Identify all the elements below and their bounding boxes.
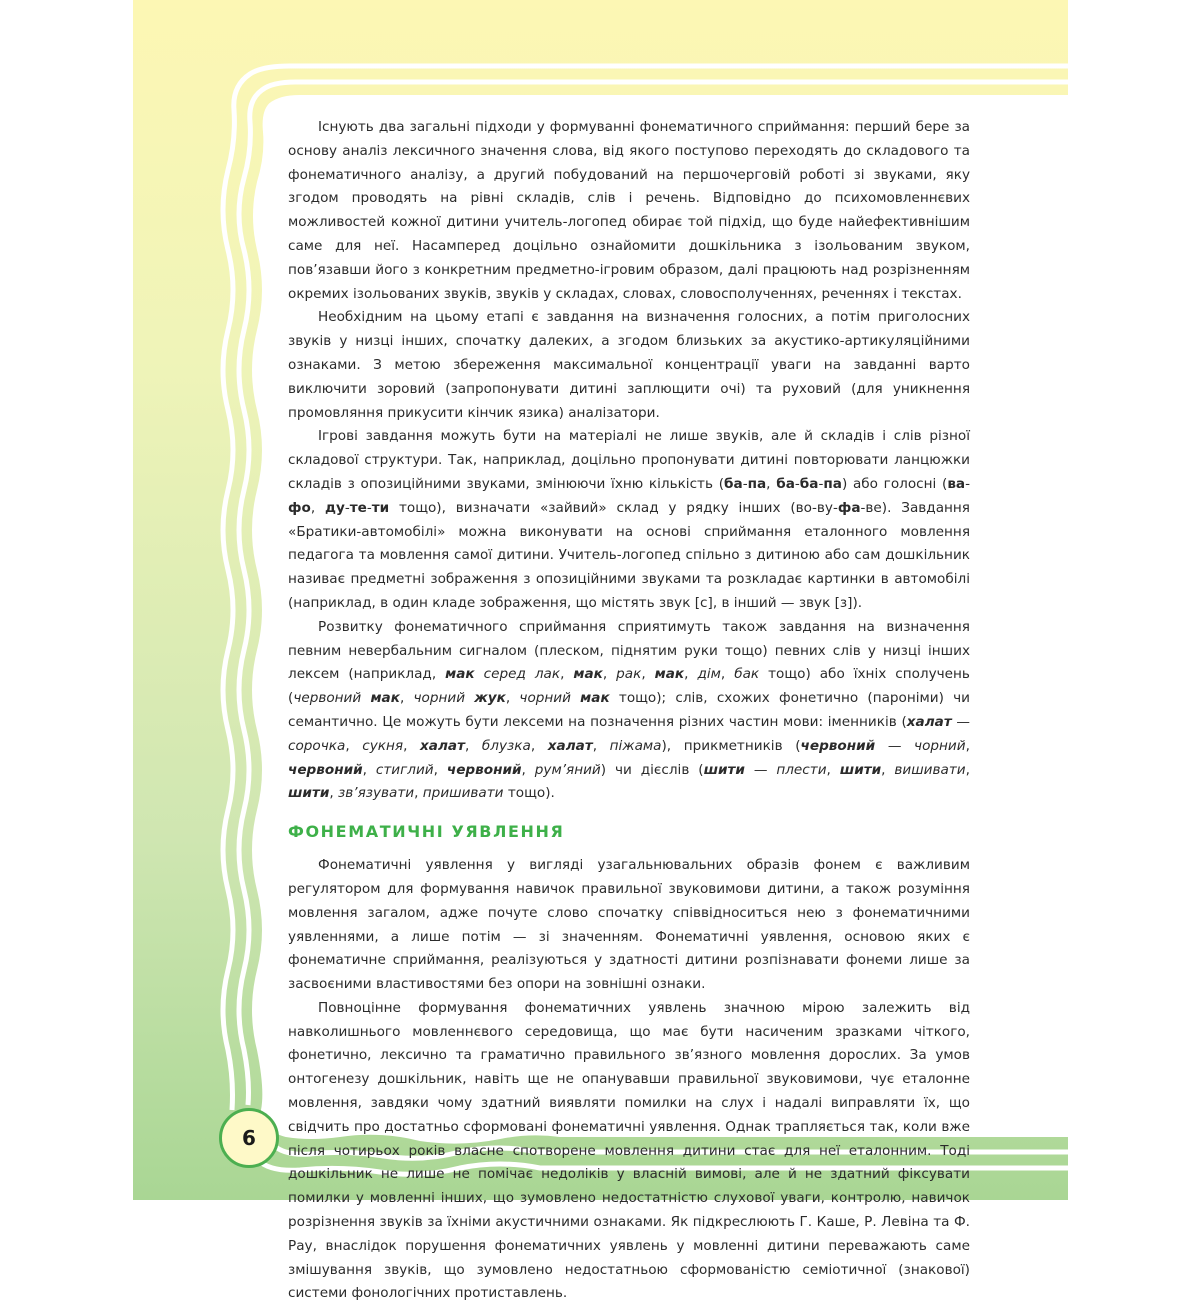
emphasized-text: мак <box>654 666 685 683</box>
emphasized-text: сорочка <box>288 737 346 754</box>
emphasized-text: блузка <box>481 737 531 754</box>
emphasized-text: шити <box>839 761 882 778</box>
paragraph <box>288 854 970 997</box>
emphasized-text: стиглий <box>375 761 434 778</box>
text-run: тощо); слів, схожих фонетично (пароніми) чи семантично. Це можуть бути лексеми на позначення різних частин мови: іменників ( <box>288 690 970 730</box>
text-block-phonemic-perception <box>288 116 970 806</box>
text-run: , <box>826 761 840 778</box>
emphasized-text: бак <box>734 666 760 683</box>
emphasized-text: мак <box>573 666 603 683</box>
emphasized-text: червоний <box>800 737 876 754</box>
paragraph <box>288 306 970 425</box>
emphasized-text: дім <box>697 666 721 683</box>
text-run: - <box>794 475 800 492</box>
text-run: , <box>592 737 610 754</box>
text-run: Розвитку фонематичного сприймання сприятимуть також завдання на визначення певним невербальним сигналом (плеском, піднятим руки тощо) певних слів у низці інших лексем (наприклад, <box>288 618 970 683</box>
emphasized-text: червоний <box>293 690 371 707</box>
text-run: Ігрові завдання можуть бути на матеріалі не лише звуків, але й складів і слів різної складової структури. Так, наприклад, доцільно пропонувати дитині повторювати ланцюжки складів з опозиційними звуками, змінюючи їхню кількість ( <box>288 428 970 492</box>
emphasized-text: рак <box>616 666 642 683</box>
text-run: - <box>818 475 824 492</box>
text-run: - <box>742 475 748 492</box>
emphasized-text: вишивати <box>894 761 966 778</box>
emphasized-text: чорний <box>519 690 581 707</box>
text-run: , <box>766 475 777 492</box>
emphasized-text: халат <box>906 713 952 730</box>
text-run: - <box>366 499 372 516</box>
main-text-area <box>288 116 970 1306</box>
text-run: , <box>965 761 970 778</box>
text-run: , <box>505 690 520 707</box>
text-run: — <box>875 737 915 754</box>
section-heading: ФОНЕМАТИЧНІ УЯВЛЕННЯ <box>288 822 565 842</box>
text-run: , <box>530 737 548 754</box>
emphasized-text: ва <box>947 475 966 492</box>
emphasized-text: мак <box>580 690 610 707</box>
paragraph <box>288 997 970 1306</box>
emphasized-text: ба <box>724 475 743 492</box>
emphasized-text: ба <box>799 475 819 492</box>
emphasized-text: серед <box>474 666 535 683</box>
emphasized-text: мак <box>370 690 400 707</box>
emphasized-text: пришивати <box>422 785 504 802</box>
text-run: , <box>345 737 363 754</box>
text-run: , <box>433 761 447 778</box>
text-run: Існують два загальні підходи у формуванні фонематичного сприймання: перший бере за основу аналіз лексичного значення слова, від якого поступово переходять до складового та фонематичного аналізу, а другий побудований на першочерговій роботі зі звуками, яку згодом проводять на рівні складів, слів і речень. Відповідно до психомовленнєвих можливостей кожної дитини учитель-логопед обирає той підхід, що буде найефективнішим саме для неї. Насамперед доцільно ознайомити дошкільника з ізольованим звуком, пов’язавши його з конкретним предметно-ігровим образом, далі працюють над розрізненням окремих ізольованих звуків, звуків у складах, словах, словосполученнях, реченнях і текстах. <box>288 119 970 302</box>
text-run: , <box>641 666 655 683</box>
text-run: Повноцінне формування фонематичних уявлень значною мірою залежить від навколишнього мовленнєвого середовища, що має бути насиченим зразками чіткого, фонетично, лексично та граматично правильного зв’язного мовлення дорослих. За умов онтогенезу дошкільник, навіть ще не опанувавши правильної звуковимови, чує еталонне мовлення, завдяки чому здатний виявляти помилки на слух і надалі виправляти їх, що свідчить про достатньо сформовані фонематичні уявлення. Однак трапляється так, коли вже після чотирьох років власне спотворене мовлення дитини стає для неї еталонним. Тоді дошкільник не лише не помічає недоліків у власній вимові, але й не здатний фіксувати помилки у мовленні інших, що зумовлено недостатністю слухової уваги, контролю, навичок розрізнення звуків за їхніми акустичними ознаками. Як підкреслюють Г. Каше, Р. Левіна та Ф. Рау, внаслідок порушення фонематичних уявлень у мовленні дитини переважають саме змішування звуків, що зумовлено недостатньою сформованістю семіотичної (знакової) системи фонологічних протиставлень. <box>288 999 970 1302</box>
emphasized-text: фо <box>288 499 311 516</box>
emphasized-text: па <box>747 475 767 492</box>
emphasized-text: чорний <box>914 737 966 754</box>
emphasized-text: халат <box>420 737 465 754</box>
emphasized-text: шити <box>703 761 745 778</box>
paragraph <box>288 116 970 306</box>
text-run: ), прикметників ( <box>661 737 801 754</box>
text-run: Фонематичні уявлення у вигляді узагальнювальних образів фонем є важливим регулятором для формування навичок правильної звуковимови дитини, а також розуміння мовлення загалом, адже почуте слово спочатку співвідноситься нею з фонематичними уявленнями, а лише потім — зі значенням. Фонематичні уявлення, основою яких є фонематичне сприймання, реалізуються у здатності дитини розпізнавати фонеми лише за засвоєними властивостями без опори на зовнішні ознаки. <box>288 857 970 993</box>
text-run: , <box>329 785 339 802</box>
text-run: , <box>560 666 574 683</box>
text-run: , <box>602 666 617 683</box>
emphasized-text: плести <box>776 761 827 778</box>
text-run: , <box>965 737 970 754</box>
emphasized-text: ти <box>371 499 390 516</box>
text-run: , <box>399 690 414 707</box>
emphasized-text: фа <box>837 499 861 516</box>
text-run: ) чи дієслів ( <box>600 761 704 778</box>
text-run: , <box>521 761 535 778</box>
text-run: тощо), визначати «зайвий» склад у рядку інших (во-ву- <box>389 499 838 516</box>
text-run: , <box>464 737 482 754</box>
text-run: - <box>344 499 350 516</box>
emphasized-text: па <box>823 475 842 492</box>
emphasized-text: халат <box>547 737 593 754</box>
emphasized-text: лак <box>534 666 561 683</box>
text-run: — <box>744 761 777 778</box>
text-block-phonemic-representations <box>288 854 970 1306</box>
text-run: Необхідним на цьому етапі є завдання на визначення голосних, а потім приголосних звуків у низці інших, спочатку далеких, а згодом близьких за акустико-артикуляційними ознаками. З метою збереження максимальної концентрації уваги на завданні варто виключити зоровий (запропонувати дитині заплющити очі) та руховий (для уникнення промовляння прикусити кінчик язика) аналізатори. <box>288 309 970 421</box>
text-run: -ве). Завдання «Братики-автомобілі» можна виконувати на основі сприймання еталонного мовлення педагога та мовлення самої дитини. Учитель-логопед спільно з дитиною або сам дошкільник називає предметні зображення з опозиційними звуками та розкладає картинки в автомобілі (наприклад, в один кладе зображення, що містять звук [с], в інший — звук [з]). <box>288 499 970 611</box>
emphasized-text: мак <box>445 666 475 683</box>
emphasized-text: рум’яний <box>534 761 601 778</box>
emphasized-text: червоний <box>446 761 522 778</box>
text-run: , <box>403 737 421 754</box>
text-run: , <box>362 761 376 778</box>
text-run: , <box>881 761 895 778</box>
emphasized-text: червоний <box>288 761 363 778</box>
emphasized-text: те <box>349 499 367 516</box>
page-number: 6 <box>242 1126 256 1150</box>
paragraph <box>288 425 970 615</box>
emphasized-text: ду <box>324 499 345 516</box>
text-run: , <box>414 785 423 802</box>
text-run: — <box>951 713 970 730</box>
emphasized-text: піжама <box>609 737 662 754</box>
text-run: ) або голосні ( <box>841 475 948 492</box>
emphasized-text: ба <box>776 475 795 492</box>
emphasized-text: зв’язувати <box>338 785 415 802</box>
page-number-badge <box>219 1108 279 1168</box>
text-run: тощо). <box>503 785 555 802</box>
text-run: , <box>720 666 735 683</box>
text-run: тощо) або їхніх сполучень ( <box>288 666 970 707</box>
emphasized-text: жук <box>474 690 506 707</box>
text-run: - <box>965 475 970 492</box>
paragraph <box>288 616 970 806</box>
text-run: , <box>684 666 698 683</box>
emphasized-text: сукня <box>362 737 404 754</box>
emphasized-text: чорний <box>413 690 475 707</box>
text-run: , <box>310 499 325 516</box>
emphasized-text: шити <box>288 785 330 802</box>
